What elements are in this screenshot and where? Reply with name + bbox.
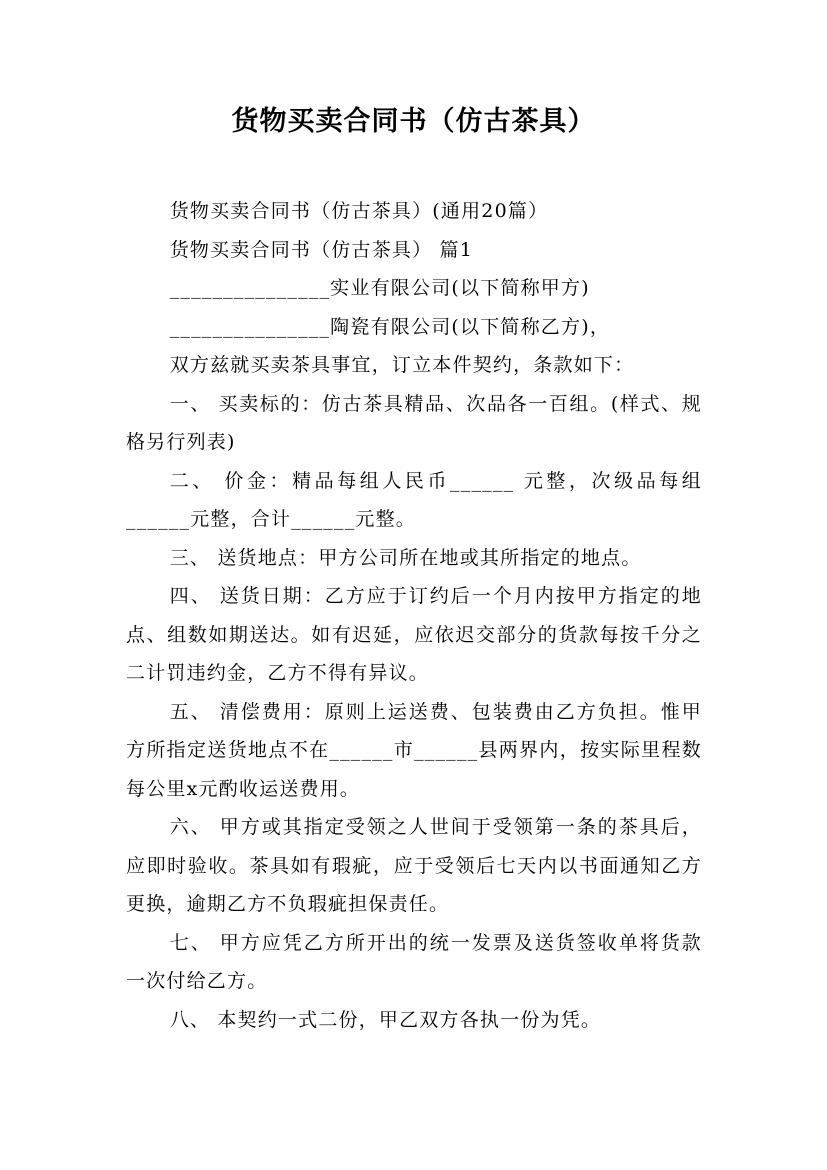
clause-8: 八、 本契约一式二份，甲乙双方各执一份为凭。 [169, 1008, 602, 1031]
document-body [126, 192, 702, 1039]
clause-4: 四、 送货日期：乙方应于订约后一个月内按甲方指定的地点、组数如期送达。如有迟延，应依迟交部分的货款每按千分之二计罚违约金，乙方不得有异议。 [126, 585, 702, 684]
paragraph-preamble: 双方兹就买卖茶具事宜，订立本件契约，条款如下： [169, 354, 635, 376]
paragraph-subtitle: 货物买卖合同书（仿古茶具）(通用20篇） [169, 200, 549, 222]
document-title: 货物买卖合同书（仿古茶具） [231, 106, 596, 137]
paragraph-section-heading: 货物买卖合同书（仿古茶具） 篇1 [169, 238, 474, 261]
clause-7: 七、 甲方应凭乙方所开出的统一发票及送货签收单将货款一次付给乙方。 [126, 931, 702, 992]
clause-5: 五、 清偿费用：原则上运送费、包装费由乙方负担。惟甲方所指定送货地点不在______市______县两界内，按实际里程数每公里x元酌收运送费用。 [126, 700, 702, 800]
clause-1: 一、 买卖标的：仿古茶具精品、次品各一百组。(样式、规格另行列表) [126, 392, 702, 453]
clause-2: 二、 价金：精品每组人民币______ 元整，次级品每组______元整，合计______元整。 [126, 469, 702, 530]
paragraph-party-a: _______________实业有限公司(以下简称甲方) [169, 277, 590, 299]
paragraph-party-b: _______________陶瓷有限公司(以下简称乙方)， [169, 315, 611, 338]
clause-3: 三、 送货地点：甲方公司所在地或其所指定的地点。 [169, 546, 642, 569]
clause-6: 六、 甲方或其指定受领之人世间于受领第一条的茶具后，应即时验收。茶具如有瑕疵，应于受领后七天内以书面通知乙方更换，逾期乙方不负瑕疵担保责任。 [126, 816, 702, 915]
